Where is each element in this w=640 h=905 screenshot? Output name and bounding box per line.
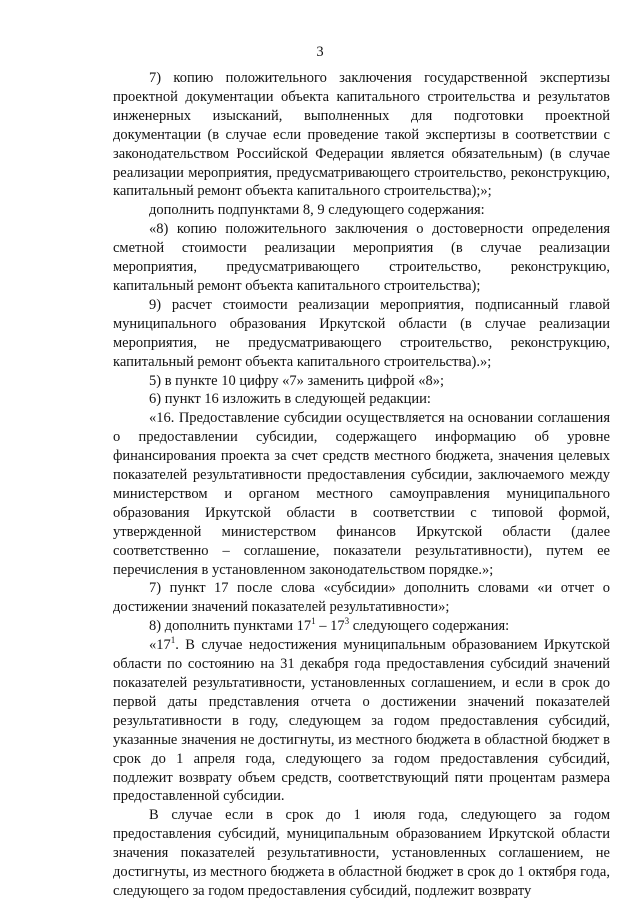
paragraph-subitem-8: «8) копию положительного заключения о достоверности определения сметной стоимости реализации мероприятия (в случае реализации мероприятия, предусматривающего строительство, реконструкцию, капитальный ремонт объекта капитального строительства); <box>113 221 610 294</box>
item-8-after: следующего содержания: <box>349 618 510 635</box>
item-8-before: 8) дополнить пунктами 17 <box>149 618 312 635</box>
page-number: 3 <box>316 44 324 60</box>
paragraph-item-8 <box>113 617 610 636</box>
paragraph-item-7-expertise: 7) копию положительного заключения государственной экспертизы проектной документации объекта капитального строительства и результатов инженерных изысканий, выполненных для подготовки проектной документации (в случае если проведение такой экспертизы в соответствии с законодательством Российской Федерации является обязательным) (в случае реализации мероприятия, предусматривающего строительство, реконструкцию, капитальный ремонт объекта капитального строительства);»; <box>113 70 610 200</box>
clause-17-1-open: «17 <box>149 637 171 654</box>
paragraph-clause-17-1 <box>113 636 610 806</box>
clause-17-1-text: . В случае недостижения муниципальным образованием Иркутской области по состоянию на 31 декабря года предоставления субсидий значений показателей результативности, установленных соглашением, и если в срок до первой даты представления отчета о достижении значений показателей результативности в году, следующем за годом предоставления субсидий, указанные значения не достигнуты, из местного бюджета в областной бюджет в срок до 1 апреля года, следующего за годом предоставления субсидий, подлежит возврату объем средств, соответствующий пяти процентам размера предоставленной субсидии. <box>113 637 610 805</box>
paragraph-clause-16: «16. Предоставление субсидии осуществляется на основании соглашения о предоставлении субсидии, содержащего информацию об уровне финансирования проекта за счет средств местного бюджета, значения целевых показателей результативности предоставления субсидии, заключаемого между министерством и органом местного самоуправления муниципального образования Иркутской области в соответствии с типовой формой, утвержденной министерством финансов Иркутской области (далее соответственно – соглашение, показатели результативности), путем ее перечисления в установленном законодательством порядке.»; <box>113 410 610 578</box>
item-8-sup-1: 1 <box>311 616 316 627</box>
item-8-middle: – 17 <box>315 618 345 635</box>
document-body <box>113 69 610 901</box>
item-8-sup-3: 3 <box>344 616 350 627</box>
paragraph-july-deadline: В случае если в срок до 1 июля года, следующего за годом предоставления субсидий, муниципальным образованием Иркутской области значения показателей результативности, установленных соглашением, не достигнуты, из местного бюджета в областной бюджет в срок до 1 октября года, следующего за годом предоставления субсидий, подлежит возврату <box>113 807 610 899</box>
paragraph-item-5: 5) в пункте 10 цифру «7» заменить цифрой «8»; <box>149 372 444 389</box>
paragraph-item-6: 6) пункт 16 изложить в следующей редакции: <box>149 391 431 408</box>
paragraph-item-7-report: 7) пункт 17 после слова «субсидии» дополнить словами «и отчет о достижении значений показателей результативности»; <box>113 580 610 616</box>
clause-17-1-sup: 1 <box>170 635 176 646</box>
paragraph-add-subitems: дополнить подпунктами 8, 9 следующего содержания: <box>149 202 485 219</box>
paragraph-subitem-9: 9) расчет стоимости реализации мероприятия, подписанный главой муниципального образования Иркутской области (в случае реализации мероприятия, не предусматривающего строительство, реконструкцию, капитальный ремонт объекта капитального строительства).»; <box>113 296 610 370</box>
